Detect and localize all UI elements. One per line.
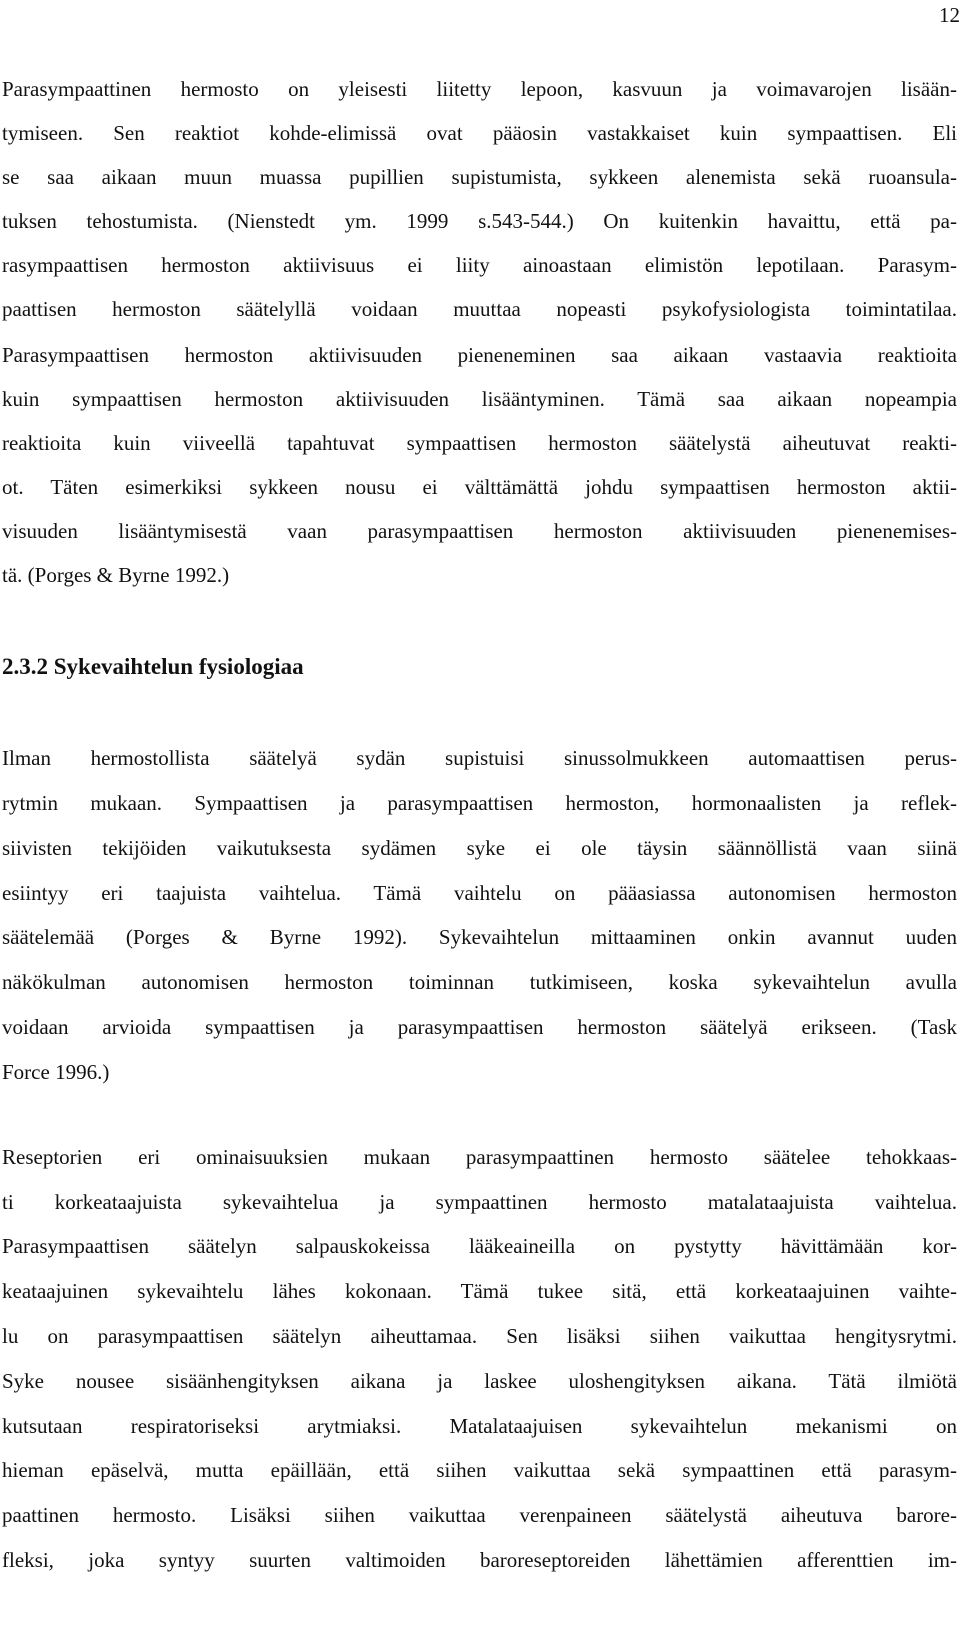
- page-number: 12: [939, 3, 960, 27]
- paragraph-3-line: Reseptorien eri ominaisuuksien mukaan parasympaattinen hermosto säätelee tehokkaas-: [2, 1145, 957, 1169]
- paragraph-2-line: Ilman hermostollista säätelyä sydän supistuisi sinussolmukkeen automaattisen perus-: [2, 746, 957, 770]
- paragraph-2-line: voidaan arvioida sympaattisen ja parasympaattisen hermoston säätelyä erikseen. (Task: [2, 1015, 957, 1039]
- paragraph-3-line: kutsutaan respiratoriseksi arytmiaksi. Matalataajuisen sykevaihtelun mekanismi on: [2, 1414, 957, 1438]
- paragraph-2-line: Force 1996.): [2, 1060, 110, 1084]
- paragraph-1-line: rasympaattisen hermoston aktiivisuus ei liity ainoastaan elimistön lepotilaan. Parasym-: [2, 253, 957, 277]
- paragraph-2-line: siivisten tekijöiden vaikutuksesta sydämen syke ei ole täysin säännöllistä vaan siinä: [2, 836, 957, 860]
- paragraph-1-line: visuuden lisääntymisestä vaan parasympaattisen hermoston aktiivisuuden pienenemises-: [2, 519, 957, 543]
- section-heading: 2.3.2 Sykevaihtelun fysiologiaa: [2, 654, 304, 679]
- paragraph-3-line: Parasympaattisen säätelyn salpauskokeissa lääkeaineilla on pystytty hävittämään kor-: [2, 1234, 957, 1258]
- paragraph-3-line: paattinen hermosto. Lisäksi siihen vaikuttaa verenpaineen säätelystä aiheutuva barore-: [2, 1503, 957, 1527]
- paragraph-1-line: tuksen tehostumista. (Nienstedt ym. 1999 s.543-544.) On kuitenkin havaittu, että pa-: [2, 209, 957, 233]
- paragraph-1-line: tä. (Porges & Byrne 1992.): [2, 563, 230, 587]
- paragraph-3-line: lu on parasympaattisen säätelyn aiheuttamaa. Sen lisäksi siihen vaikuttaa hengitysrytmi.: [2, 1324, 957, 1348]
- paragraph-3-line: keataajuinen sykevaihtelu lähes kokonaan. Tämä tukee sitä, että korkeataajuinen vaihte-: [2, 1279, 957, 1303]
- paragraph-3-line: fleksi, joka syntyy suurten valtimoiden baroreseptoreiden lähettämien afferenttien im-: [2, 1548, 957, 1572]
- paragraph-2-line: näkökulman autonomisen hermoston toiminnan tutkimiseen, koska sykevaihtelun avulla: [2, 970, 957, 994]
- paragraph-1-line: se saa aikaan muun muassa pupillien supistumista, sykkeen alenemista sekä ruoansula-: [2, 165, 957, 189]
- paragraph-2-line: säätelemää (Porges & Byrne 1992). Sykevaihtelun mittaaminen onkin avannut uuden: [2, 925, 957, 949]
- paragraph-1-line: reaktioita kuin viiveellä tapahtuvat sympaattisen hermoston säätelystä aiheutuvat reakti-: [2, 431, 957, 455]
- paragraph-1-line: ot. Täten esimerkiksi sykkeen nousu ei välttämättä johdu sympaattisen hermoston aktii-: [2, 475, 957, 499]
- paragraph-3-line: ti korkeataajuista sykevaihtelua ja sympaattinen hermosto matalataajuista vaihtelua.: [2, 1190, 957, 1214]
- paragraph-1-line: Parasympaattisen hermoston aktiivisuuden pieneneminen saa aikaan vastaavia reaktioita: [2, 343, 957, 367]
- paragraph-1-line: paattisen hermoston säätelyllä voidaan muuttaa nopeasti psykofysiologista toimintatilaa.: [2, 297, 957, 321]
- paragraph-2-line: rytmin mukaan. Sympaattisen ja parasympaattisen hermoston, hormonaalisten ja reflek-: [2, 791, 957, 815]
- paragraph-1-line: tymiseen. Sen reaktiot kohde-elimissä ovat pääosin vastakkaiset kuin sympaattisen. Eli: [2, 121, 957, 145]
- paragraph-1-line: Parasympaattinen hermosto on yleisesti liitetty lepoon, kasvuun ja voimavarojen lisään-: [2, 77, 957, 101]
- paragraph-3-line: hieman epäselvä, mutta epäillään, että siihen vaikuttaa sekä sympaattinen että parasym-: [2, 1458, 957, 1482]
- paragraph-2-line: esiintyy eri taajuista vaihtelua. Tämä vaihtelu on pääasiassa autonomisen hermoston: [2, 881, 957, 905]
- paragraph-3-line: Syke nousee sisäänhengityksen aikana ja laskee uloshengityksen aikana. Tätä ilmiötä: [2, 1369, 957, 1393]
- paragraph-1-line: kuin sympaattisen hermoston aktiivisuuden lisääntyminen. Tämä saa aikaan nopeampia: [2, 387, 957, 411]
